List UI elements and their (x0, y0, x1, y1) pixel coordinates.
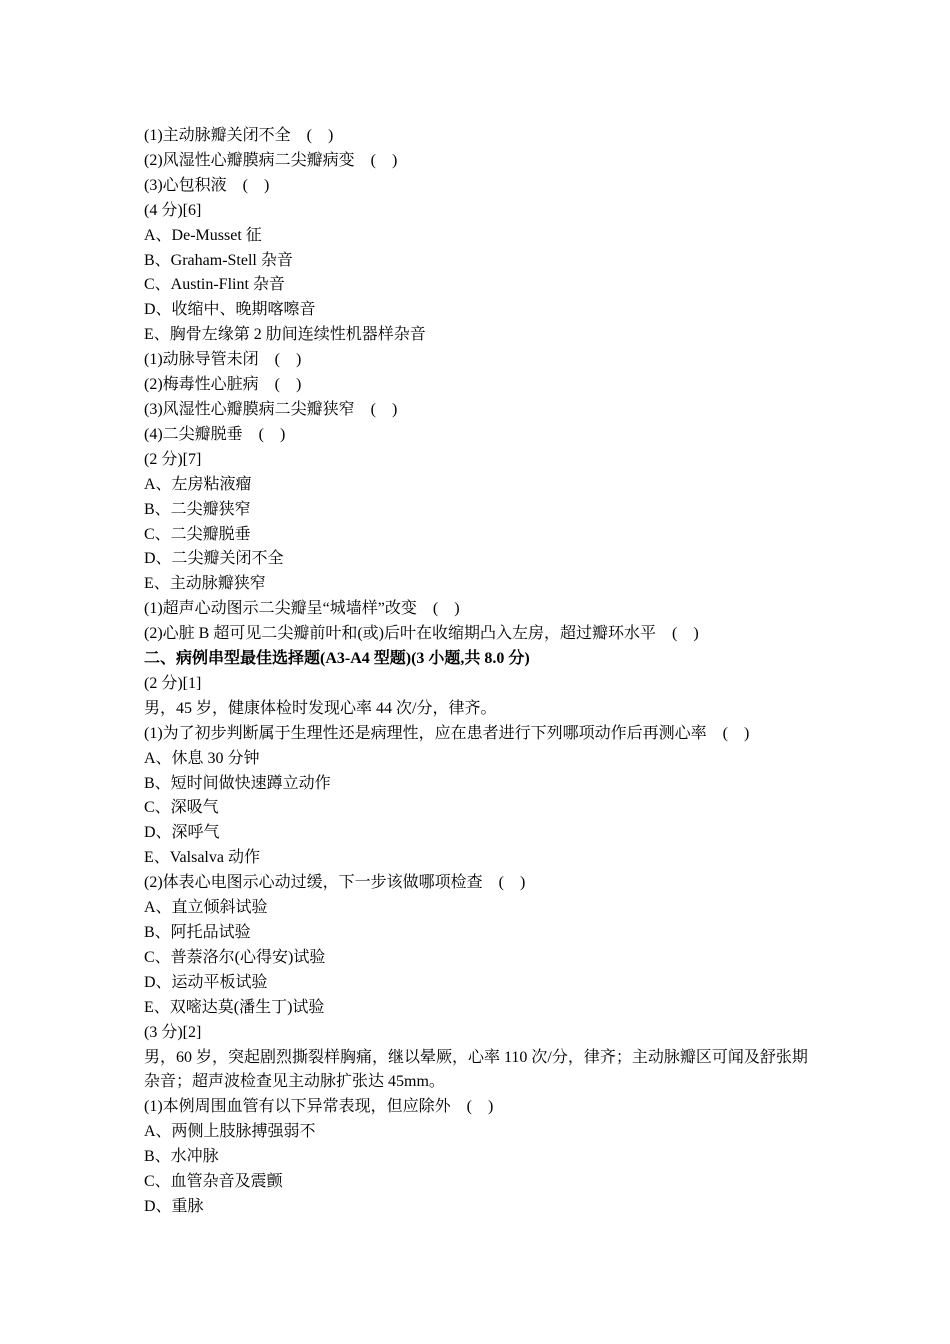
question-item: (3)心包积液 ( ) (144, 176, 270, 194)
answer-option: C、二尖瓣脱垂 (144, 525, 251, 543)
question-item: (3)风湿性心瓣膜病二尖瓣狭窄 ( ) (144, 400, 398, 418)
answer-option: E、双嘧达莫(潘生丁)试验 (144, 998, 325, 1016)
question-header: (2 分)[7] (144, 450, 202, 468)
question-item: (1)本例周围血管有以下异常表现，但应除外 ( ) (144, 1098, 494, 1116)
answer-option: E、主动脉瓣狭窄 (144, 575, 266, 593)
document-body (144, 124, 824, 1220)
section-heading: 二、病例串型最佳选择题(A3-A4 型题)(3 小题,共 8.0 分) (144, 650, 530, 668)
question-item: (1)为了初步判断属于生理性还是病理性，应在患者进行下列哪项动作后再测心率 ( ) (144, 724, 750, 742)
answer-option: B、阿托品试验 (144, 924, 251, 941)
answer-option: D、收缩中、晚期喀嚓音 (144, 301, 316, 319)
question-header: (2 分)[1] (144, 674, 202, 692)
question-item: (2)体表心电图示心动过缓，下一步该做哪项检查 ( ) (144, 874, 526, 892)
answer-option: B、水冲脉 (144, 1148, 219, 1166)
question-item: (2)梅毒性心脏病 ( ) (144, 376, 302, 394)
answer-option: B、Graham-Stell 杂音 (144, 251, 293, 269)
question-header: (3 分)[2] (144, 1023, 202, 1041)
answer-option: A、左房粘液瘤 (144, 475, 252, 493)
answer-option: D、运动平板试验 (144, 973, 268, 991)
question-item: (1)超声心动图示二尖瓣呈“城墙样”改变 ( ) (144, 600, 460, 618)
answer-option: A、两侧上肢脉搏强弱不 (144, 1123, 316, 1141)
answer-option: B、短时间做快速蹲立动作 (144, 774, 331, 792)
answer-option: A、直立倾斜试验 (144, 899, 268, 917)
question-item: (2)风湿性心瓣膜病二尖瓣病变 ( ) (144, 151, 398, 169)
question-item: (2)心脏 B 超可见二尖瓣前叶和(或)后叶在收缩期凸入左房，超过瓣环水平 ( ) (144, 625, 699, 643)
question-item: (1)动脉导管未闭 ( ) (144, 351, 302, 369)
answer-option: A、De-Musset 征 (144, 226, 262, 244)
question-header: (4 分)[6] (144, 201, 202, 219)
case-description: 男，60 岁，突起剧烈撕裂样胸痛，继以晕厥，心率 110 次/分，律齐；主动脉瓣区可闻及舒张期杂音；超声波检查见主动脉扩张达 45mm。 (144, 1048, 808, 1091)
answer-option: E、Valsalva 动作 (144, 849, 260, 867)
answer-option: B、二尖瓣狭窄 (144, 500, 251, 518)
question-item: (4)二尖瓣脱垂 ( ) (144, 425, 286, 443)
question-item: (1)主动脉瓣关闭不全 ( ) (144, 127, 334, 144)
answer-option: A、休息 30 分钟 (144, 749, 260, 767)
answer-option: C、Austin-Flint 杂音 (144, 276, 285, 294)
answer-option: D、重脉 (144, 1197, 204, 1215)
answer-option: C、血管杂音及震颤 (144, 1173, 283, 1191)
answer-option: D、深呼气 (144, 824, 220, 842)
answer-option: C、深吸气 (144, 799, 219, 817)
answer-option: E、胸骨左缘第 2 肋间连续性机器样杂音 (144, 326, 426, 344)
answer-option: C、普萘洛尔(心得安)试验 (144, 948, 326, 966)
answer-option: D、二尖瓣关闭不全 (144, 550, 284, 568)
case-description: 男，45 岁，健康体检时发现心率 44 次/分，律齐。 (144, 699, 497, 717)
